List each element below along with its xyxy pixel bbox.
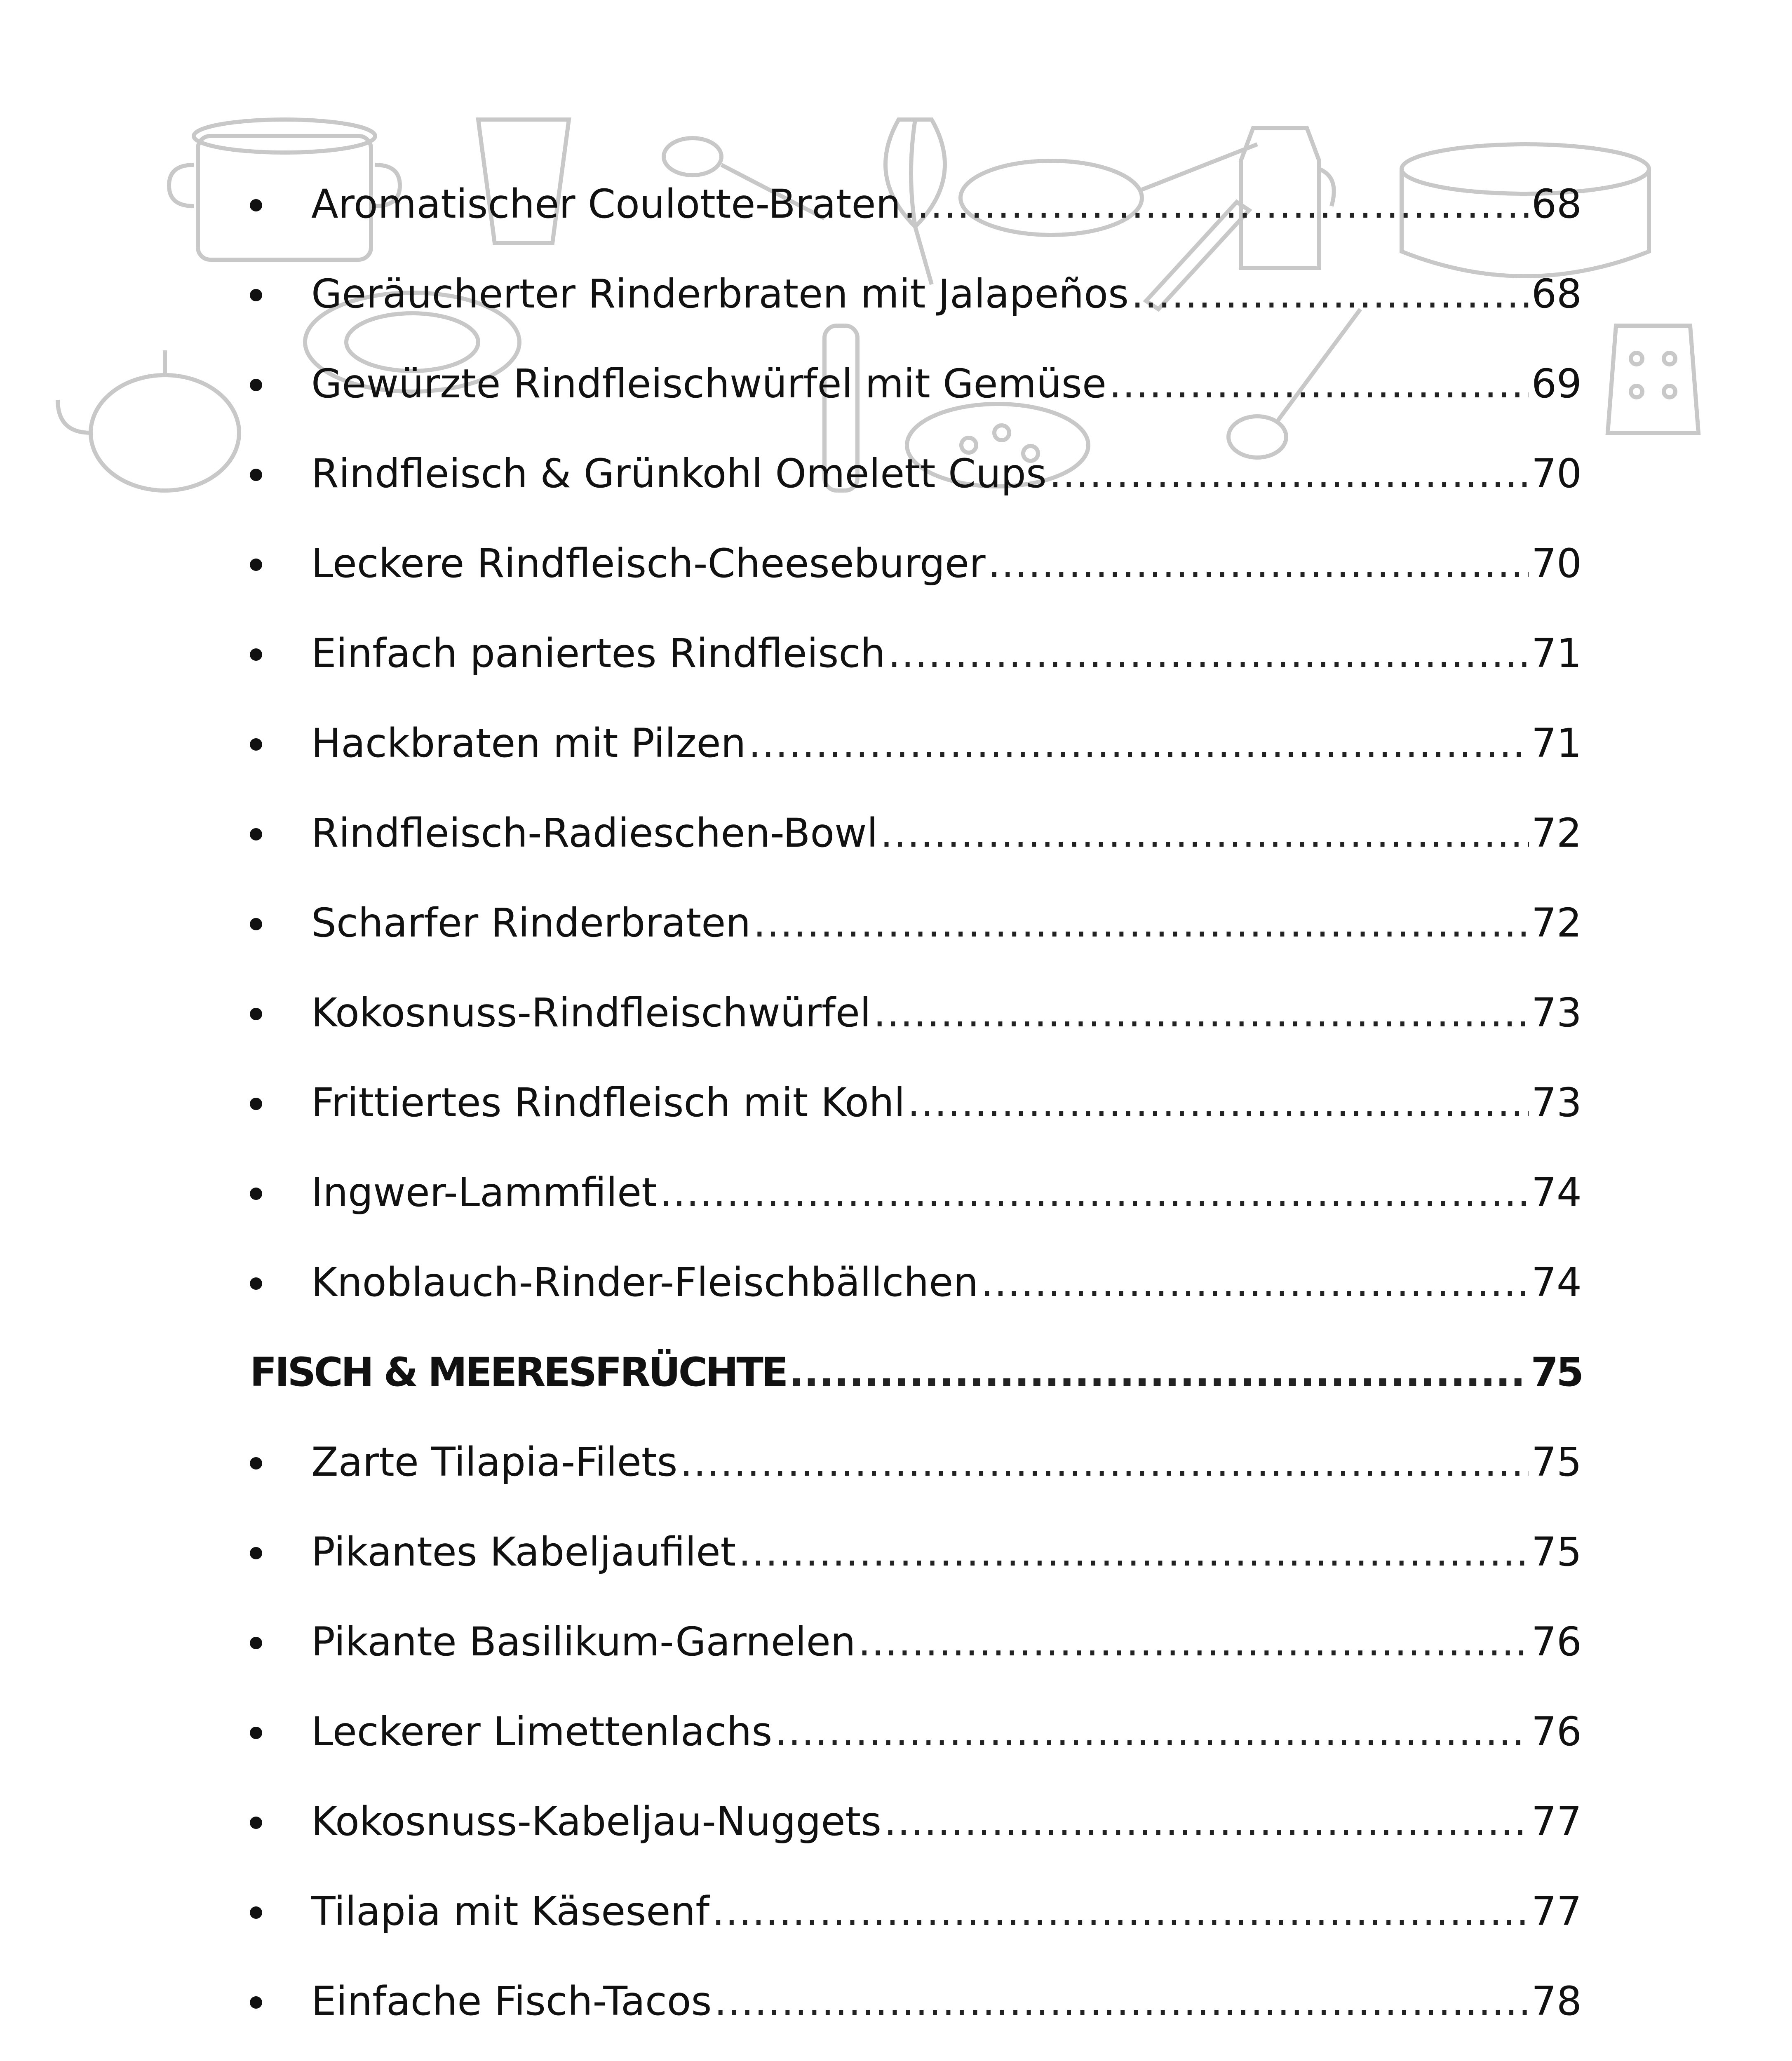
dot-leader [1109, 359, 1529, 408]
bullet-icon [250, 738, 262, 751]
dot-leader [680, 1437, 1529, 1487]
dot-leader [988, 539, 1529, 588]
toc-entry-title: Einfach paniertes Rindfleisch [311, 630, 885, 676]
dot-leader [789, 1347, 1528, 1397]
toc-page-number: 75 [1531, 1439, 1582, 1485]
toc-entry-title: Knoblauch-Rinder-Fleischbällchen [311, 1259, 979, 1305]
toc-entry-title: Geräucherter Rinderbraten mit Jalapeños [311, 271, 1129, 317]
toc-page-number: 72 [1531, 900, 1582, 946]
dot-leader [775, 1707, 1529, 1756]
bullet-icon [250, 289, 262, 301]
dot-leader [753, 898, 1529, 948]
dot-leader [1131, 269, 1529, 319]
bullet-icon [250, 1188, 262, 1200]
toc-entry-title: Tilapia mit Käsesenf [311, 1888, 710, 1934]
toc-entry-title: Pikante Basilikum-Garnelen [311, 1619, 856, 1665]
bullet-icon [250, 199, 262, 211]
toc-entry-title: Zarte Tilapia-Filets [311, 1439, 678, 1485]
bullet-icon [250, 918, 262, 930]
toc-section-heading[interactable] [0, 1347, 1792, 1397]
toc-entry-title: Kokosnuss-Rindfleischwürfel [311, 990, 871, 1036]
toc-page-number: 73 [1531, 990, 1582, 1036]
toc-entry[interactable] [0, 988, 1792, 1038]
toc-entry[interactable] [0, 808, 1792, 858]
bullet-icon [250, 1547, 262, 1559]
toc-entry[interactable] [0, 179, 1792, 229]
toc-entry-title: Hackbraten mit Pilzen [311, 720, 746, 766]
toc-entry[interactable] [0, 1707, 1792, 1756]
toc-entry[interactable] [0, 1078, 1792, 1127]
toc-page-number: 74 [1531, 1169, 1582, 1216]
toc-entry[interactable] [0, 539, 1792, 588]
dot-leader [748, 718, 1529, 768]
toc-page-number: 68 [1531, 271, 1582, 317]
toc-entry[interactable] [0, 898, 1792, 948]
bullet-icon [250, 1098, 262, 1110]
toc-entry[interactable] [0, 1258, 1792, 1307]
toc-entry-title: Pikantes Kabeljaufilet [311, 1529, 736, 1575]
bullet-icon [250, 1637, 262, 1649]
dot-leader [981, 1258, 1529, 1307]
toc-entry[interactable] [0, 1797, 1792, 1846]
dot-leader [714, 1976, 1529, 2026]
toc-page-number: 68 [1531, 181, 1582, 227]
toc-entry-title: Rindfleisch-Radieschen-Bowl [311, 810, 878, 856]
dot-leader [712, 1887, 1529, 1936]
toc-entry[interactable] [0, 1437, 1792, 1487]
bullet-icon [250, 1277, 262, 1290]
dot-leader [874, 988, 1529, 1038]
dot-leader [858, 1617, 1529, 1667]
toc-page-number: 77 [1531, 1888, 1582, 1934]
toc-page-number: 72 [1531, 810, 1582, 856]
toc-entry-title: Leckere Rindfleisch-Cheeseburger [311, 540, 986, 587]
toc-page-number: 76 [1531, 1619, 1582, 1665]
toc-entry-title: Rindfleisch & Grünkohl Omelett Cups [311, 451, 1047, 497]
toc-page-number: 71 [1531, 630, 1582, 676]
dot-leader [888, 629, 1529, 678]
toc-page-number: 75 [1531, 1529, 1582, 1575]
dot-leader [884, 1797, 1529, 1846]
toc-entry-title: Aromatischer Coulotte-Braten [311, 181, 901, 227]
toc-page-number: 77 [1531, 1798, 1582, 1845]
toc-page-number: 70 [1531, 540, 1582, 587]
bullet-icon [250, 1008, 262, 1020]
bullet-icon [250, 1906, 262, 1919]
toc-page-number: 74 [1531, 1259, 1582, 1305]
toc-entry[interactable] [0, 449, 1792, 498]
bullet-icon [250, 379, 262, 391]
dot-leader [903, 179, 1529, 229]
dot-leader [880, 808, 1529, 858]
toc-entry-title: Kokosnuss-Kabeljau-Nuggets [311, 1798, 882, 1845]
bullet-icon [250, 648, 262, 661]
bullet-icon [250, 559, 262, 571]
toc-entry-title: Scharfer Rinderbraten [311, 900, 751, 946]
toc-page-number: 76 [1531, 1709, 1582, 1755]
toc-entry-title: Ingwer-Lammfilet [311, 1169, 657, 1216]
toc-page-number: 78 [1531, 1978, 1582, 2024]
toc-page-number: 71 [1531, 720, 1582, 766]
toc-entry[interactable] [0, 1976, 1792, 2026]
toc-entry-title: Frittiertes Rindfleisch mit Kohl [311, 1080, 905, 1126]
toc-entry[interactable] [0, 629, 1792, 678]
bullet-icon [250, 1727, 262, 1739]
toc-entry[interactable] [0, 1527, 1792, 1577]
toc-entry[interactable] [0, 269, 1792, 319]
bullet-icon [250, 1457, 262, 1469]
toc-entry[interactable] [0, 1168, 1792, 1217]
toc-entry[interactable] [0, 1617, 1792, 1667]
dot-leader [660, 1168, 1529, 1217]
toc-entry-title: Gewürzte Rindfleischwürfel mit Gemüse [311, 361, 1106, 407]
toc-page-number: 69 [1531, 361, 1582, 407]
toc-page-number: 75 [1531, 1349, 1582, 1395]
bullet-icon [250, 828, 262, 840]
toc-page-number: 73 [1531, 1080, 1582, 1126]
bullet-icon [250, 1996, 262, 2009]
toc-entry-title: Leckerer Limettenlachs [311, 1709, 773, 1755]
dot-leader [907, 1078, 1529, 1127]
toc-section-title: FISCH & MEERESFRÜCHTE [250, 1349, 787, 1395]
dot-leader [738, 1527, 1529, 1577]
toc-entry-title: Einfache Fisch-Tacos [311, 1978, 712, 2024]
bullet-icon [250, 469, 262, 481]
toc-entry[interactable] [0, 718, 1792, 768]
dot-leader [1049, 449, 1529, 498]
toc-page-number: 70 [1531, 451, 1582, 497]
bullet-icon [250, 1817, 262, 1829]
toc-entry[interactable] [0, 359, 1792, 408]
toc-entry[interactable] [0, 1887, 1792, 1936]
